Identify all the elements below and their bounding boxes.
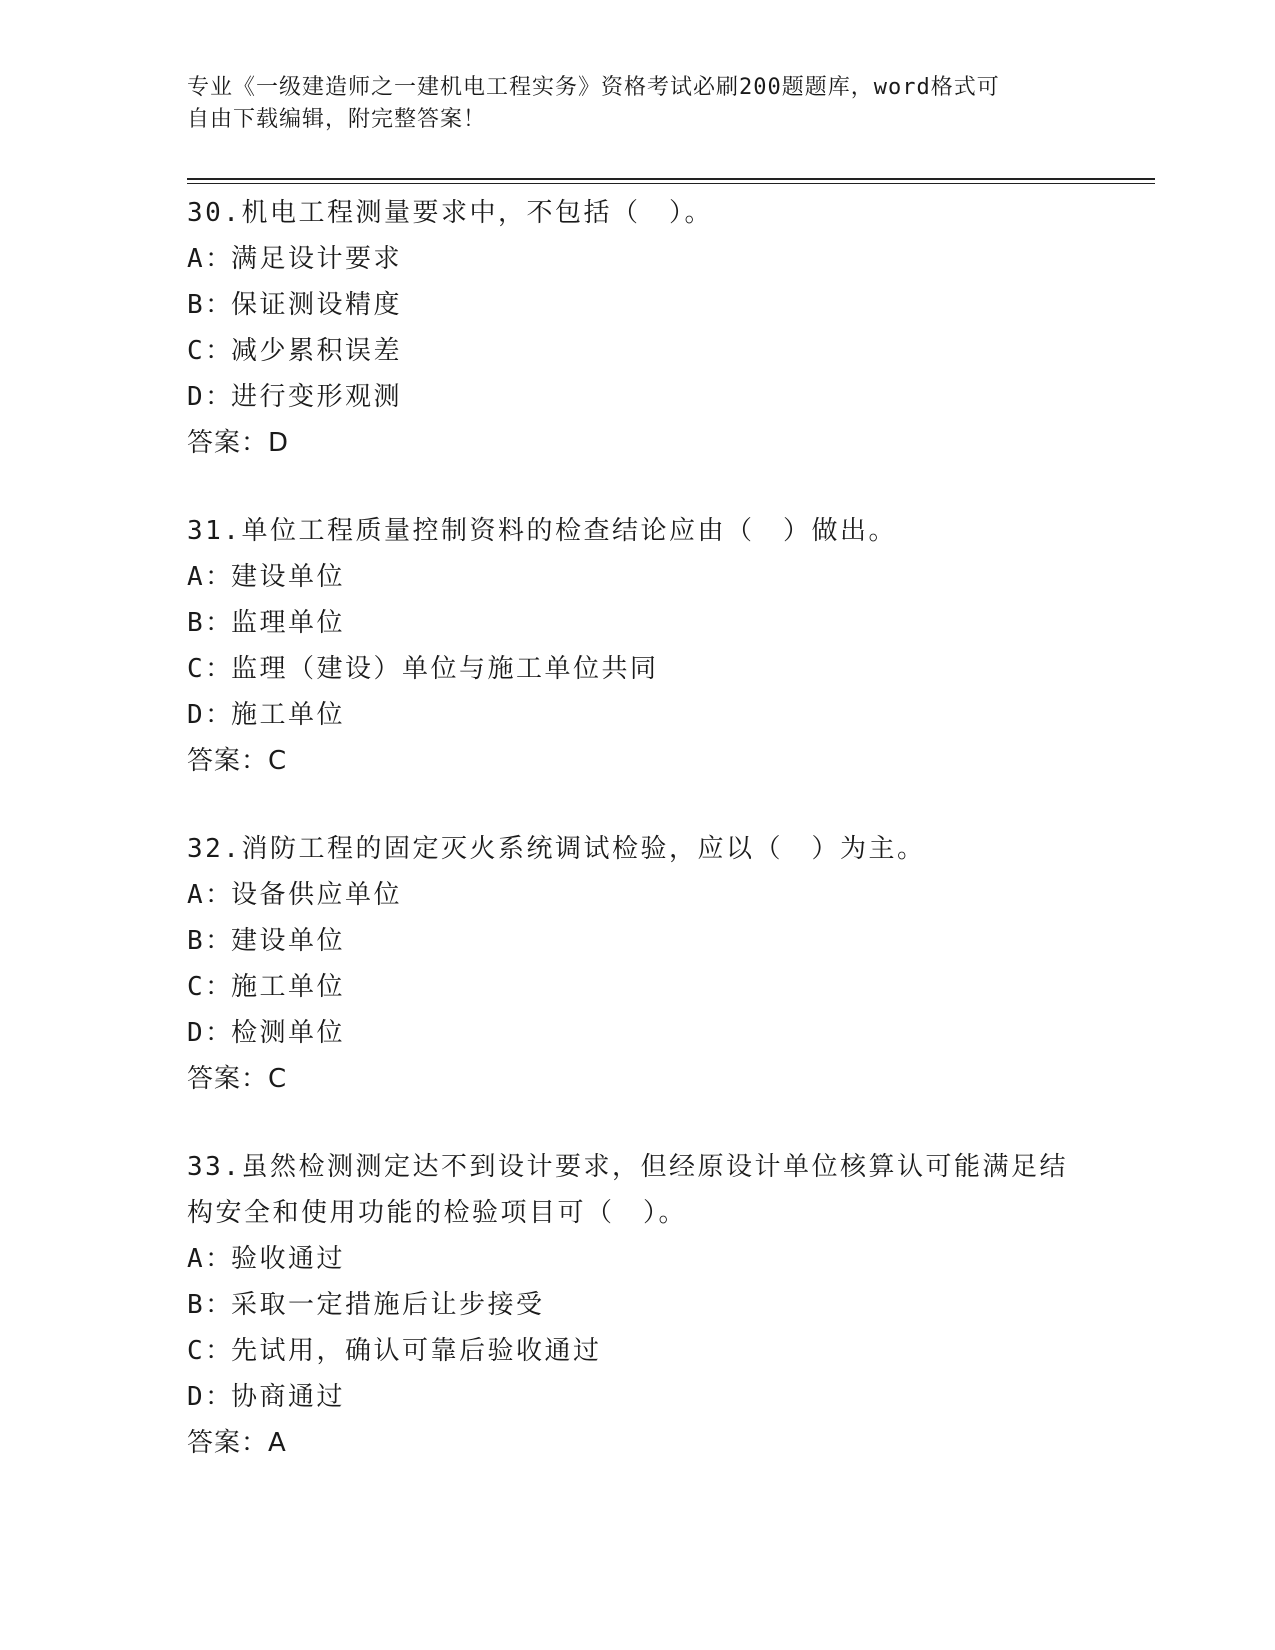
- option-text: 保证测设精度: [231, 290, 403, 320]
- option-letter: B：: [187, 926, 234, 956]
- option-letter: A：: [187, 562, 234, 592]
- page-header: [187, 72, 1067, 136]
- answer-line: 答案：C: [187, 1064, 288, 1094]
- question-31: [187, 508, 1155, 784]
- option-text: 先试用，确认可靠后验收通过: [231, 1336, 602, 1366]
- question-32: [187, 826, 1155, 1102]
- option-letter: C：: [187, 972, 234, 1002]
- option-text: 协商通过: [231, 1382, 346, 1412]
- option-d: [187, 1374, 1155, 1420]
- header-line-2: 自由下载编辑，附完整答案！: [187, 107, 487, 132]
- option-c: [187, 1328, 1155, 1374]
- option-letter: A：: [187, 1244, 234, 1274]
- question-list: [187, 190, 1155, 1508]
- answer-line: 答案：D: [187, 428, 290, 458]
- answer-line: 答案：A: [187, 1428, 287, 1458]
- option-text: 满足设计要求: [231, 244, 403, 274]
- question-30: [187, 190, 1155, 466]
- option-a: [187, 554, 1155, 600]
- option-text: 建设单位: [231, 926, 346, 956]
- question-stem-line-1: 33.虽然检测测定达不到设计要求，但经原设计单位核算认可能满足结: [187, 1152, 1068, 1182]
- option-letter: B：: [187, 608, 234, 638]
- question-stem: 32.消防工程的固定灭火系统调试检验，应以（ ）为主。: [187, 834, 926, 864]
- option-text: 验收通过: [231, 1244, 346, 1274]
- answer-line: 答案：C: [187, 746, 288, 776]
- option-letter: D：: [187, 700, 234, 730]
- question-33: [187, 1144, 1155, 1466]
- option-a: [187, 872, 1155, 918]
- option-b: [187, 600, 1155, 646]
- option-text: 监理（建设）单位与施工单位共同: [231, 654, 659, 684]
- option-b: [187, 282, 1155, 328]
- question-stem: 30.机电工程测量要求中，不包括（ ）。: [187, 198, 713, 228]
- option-d: [187, 692, 1155, 738]
- option-text: 减少累积误差: [231, 336, 403, 366]
- option-c: [187, 964, 1155, 1010]
- option-text: 监理单位: [231, 608, 346, 638]
- option-c: [187, 646, 1155, 692]
- option-letter: C：: [187, 336, 234, 366]
- option-b: [187, 1282, 1155, 1328]
- option-c: [187, 328, 1155, 374]
- option-text: 检测单位: [231, 1018, 346, 1048]
- option-a: [187, 236, 1155, 282]
- option-text: 施工单位: [231, 972, 346, 1002]
- option-letter: B：: [187, 290, 234, 320]
- option-a: [187, 1236, 1155, 1282]
- option-letter: C：: [187, 1336, 234, 1366]
- option-letter: A：: [187, 244, 234, 274]
- option-text: 施工单位: [231, 700, 346, 730]
- option-text: 进行变形观测: [231, 382, 403, 412]
- question-stem: 31.单位工程质量控制资料的检查结论应由（ ）做出。: [187, 516, 897, 546]
- option-d: [187, 374, 1155, 420]
- option-letter: D：: [187, 1382, 234, 1412]
- option-letter: D：: [187, 382, 234, 412]
- option-text: 设备供应单位: [231, 880, 403, 910]
- option-letter: A：: [187, 880, 234, 910]
- option-letter: C：: [187, 654, 234, 684]
- option-d: [187, 1010, 1155, 1056]
- option-letter: D：: [187, 1018, 234, 1048]
- header-divider-thick: [187, 178, 1155, 180]
- option-b: [187, 918, 1155, 964]
- option-text: 采取一定措施后让步接受: [231, 1290, 545, 1320]
- header-divider-thin: [187, 183, 1155, 184]
- option-letter: B：: [187, 1290, 234, 1320]
- option-text: 建设单位: [231, 562, 346, 592]
- question-stem-line-2: 构安全和使用功能的检验项目可（ ）。: [187, 1198, 688, 1228]
- header-line-1: 专业《一级建造师之一建机电工程实务》资格考试必刷200题题库，word格式可: [187, 75, 1000, 100]
